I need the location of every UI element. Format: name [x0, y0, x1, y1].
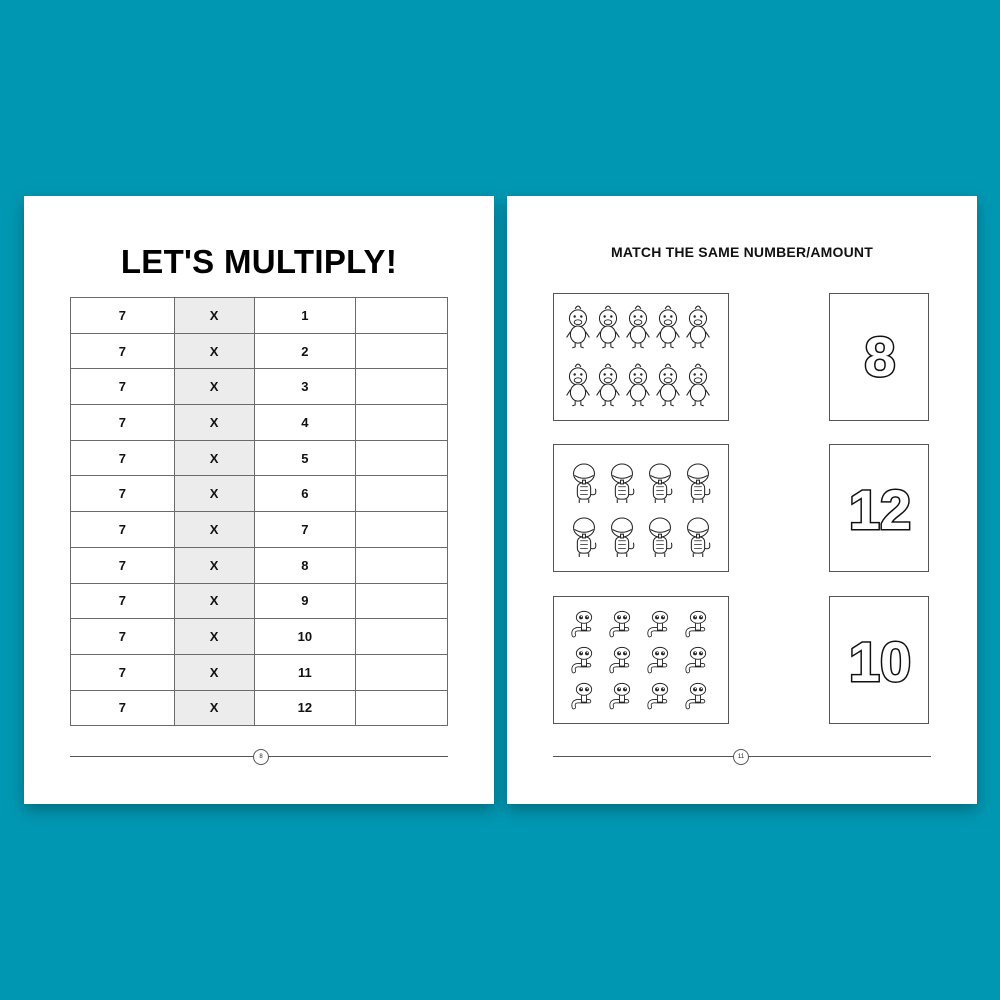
page-number: 8	[253, 749, 269, 765]
answer-cell[interactable]	[356, 547, 448, 583]
number-card	[829, 293, 929, 421]
dinosaur-icon	[574, 464, 596, 503]
multiplier-cell: 4	[254, 405, 356, 441]
table-row	[71, 654, 448, 690]
answer-cell[interactable]	[356, 690, 448, 726]
multiplicand-cell: 7	[71, 298, 175, 334]
dinosaur-icon	[650, 518, 672, 557]
table-row	[71, 476, 448, 512]
snake-icon	[574, 683, 592, 707]
snake-icon	[650, 683, 668, 707]
chick-icon	[627, 364, 650, 406]
operator-cell: X	[174, 440, 254, 476]
snake-icon	[688, 611, 706, 635]
operator-cell: X	[174, 405, 254, 441]
answer-cell[interactable]	[356, 619, 448, 655]
operator-cell: X	[174, 512, 254, 548]
snake-icon	[612, 683, 630, 707]
snake-icon	[574, 647, 592, 671]
answer-cell[interactable]	[356, 405, 448, 441]
operator-cell: X	[174, 333, 254, 369]
chick-icon	[687, 364, 710, 406]
dinosaur-icon	[612, 518, 634, 557]
snake-icon	[574, 611, 592, 635]
multiplier-cell: 5	[254, 440, 356, 476]
multiplier-cell: 2	[254, 333, 356, 369]
multiplicand-cell: 7	[71, 547, 175, 583]
operator-cell: X	[174, 654, 254, 690]
multiplicand-cell: 7	[71, 654, 175, 690]
answer-cell[interactable]	[356, 333, 448, 369]
multiplier-cell: 10	[254, 619, 356, 655]
worksheet-page-multiply	[24, 196, 494, 804]
snake-icon	[612, 647, 630, 671]
table-row	[71, 512, 448, 548]
dinosaur-icon	[688, 464, 710, 503]
dinosaur-icon	[688, 518, 710, 557]
table-row	[71, 333, 448, 369]
chick-icon	[657, 306, 680, 348]
number-card-value: 8	[864, 325, 896, 388]
operator-cell: X	[174, 690, 254, 726]
operator-cell: X	[174, 583, 254, 619]
snake-icon	[688, 647, 706, 671]
table-row	[71, 690, 448, 726]
page-title: MATCH THE SAME NUMBER/AMOUNT	[611, 244, 873, 260]
table-row	[71, 298, 448, 334]
multiplicand-cell: 7	[71, 405, 175, 441]
number-card	[829, 444, 929, 572]
multiplicand-cell: 7	[71, 333, 175, 369]
answer-cell[interactable]	[356, 654, 448, 690]
answer-cell[interactable]	[356, 369, 448, 405]
answer-cell[interactable]	[356, 512, 448, 548]
multiplicand-cell: 7	[71, 512, 175, 548]
chick-icon	[597, 306, 620, 348]
table-row	[71, 369, 448, 405]
operator-cell: X	[174, 298, 254, 334]
dinosaur-icon	[574, 518, 596, 557]
table-row	[71, 547, 448, 583]
multiplier-cell: 9	[254, 583, 356, 619]
chick-icon	[567, 364, 590, 406]
table-row	[71, 440, 448, 476]
answer-cell[interactable]	[356, 583, 448, 619]
multiplicand-cell: 7	[71, 619, 175, 655]
multiplier-cell: 12	[254, 690, 356, 726]
multiplier-cell: 7	[254, 512, 356, 548]
chick-icon	[567, 306, 590, 348]
worksheet-page-match	[507, 196, 977, 804]
multiplicand-cell: 7	[71, 476, 175, 512]
answer-cell[interactable]	[356, 440, 448, 476]
picture-group-dinosaurs	[553, 444, 729, 572]
multiplier-cell: 6	[254, 476, 356, 512]
page-title: LET'S MULTIPLY!	[120, 243, 398, 280]
operator-cell: X	[174, 476, 254, 512]
snake-icon	[688, 683, 706, 707]
page-number: 11	[733, 749, 749, 765]
table-row	[71, 583, 448, 619]
picture-group-chicks	[553, 293, 729, 421]
chick-icon	[687, 306, 710, 348]
snake-icon	[612, 611, 630, 635]
multiplier-cell: 1	[254, 298, 356, 334]
multiplier-cell: 11	[254, 654, 356, 690]
multiplicand-cell: 7	[71, 440, 175, 476]
dinosaur-icon	[612, 464, 634, 503]
chick-icon	[597, 364, 620, 406]
operator-cell: X	[174, 619, 254, 655]
answer-cell[interactable]	[356, 476, 448, 512]
multiplicand-cell: 7	[71, 369, 175, 405]
multiplier-cell: 8	[254, 547, 356, 583]
table-row	[71, 619, 448, 655]
answer-cell[interactable]	[356, 298, 448, 334]
operator-cell: X	[174, 547, 254, 583]
picture-group-snakes	[553, 596, 729, 724]
table-row	[71, 405, 448, 441]
snake-icon	[650, 611, 668, 635]
snake-icon	[650, 647, 668, 671]
multiplicand-cell: 7	[71, 583, 175, 619]
number-card-value: 12	[848, 478, 912, 541]
operator-cell: X	[174, 369, 254, 405]
dinosaur-icon	[650, 464, 672, 503]
multiplication-table	[70, 297, 448, 726]
number-card	[829, 596, 929, 724]
chick-icon	[657, 364, 680, 406]
multiplicand-cell: 7	[71, 690, 175, 726]
multiplier-cell: 3	[254, 369, 356, 405]
number-card-value: 10	[848, 630, 912, 693]
chick-icon	[627, 306, 650, 348]
